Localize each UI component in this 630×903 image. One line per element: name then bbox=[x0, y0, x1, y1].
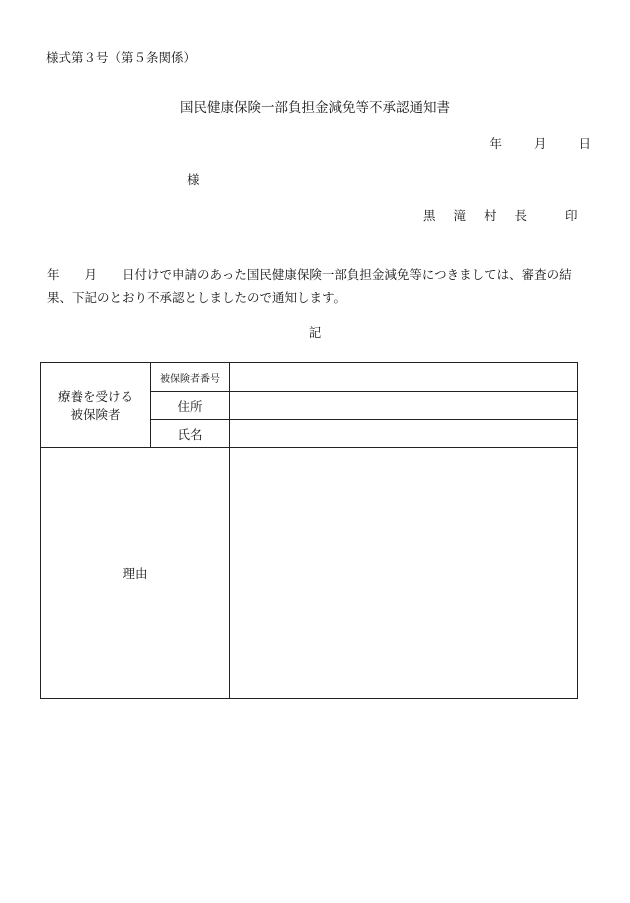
reason-label: 理由 bbox=[41, 448, 230, 699]
notice-body-text: 年 月 日付けで申請のあった国民健康保険一部負担金減免等につきましては、審査の結果、下記のとおり不承認としましたので通知します。 bbox=[47, 267, 572, 305]
insured-label-line1: 療養を受ける bbox=[57, 389, 133, 404]
insured-number-field[interactable] bbox=[230, 363, 578, 392]
table-row-number bbox=[41, 363, 578, 392]
form-number: 様式第３号（第５条関係） bbox=[46, 50, 197, 65]
reason-field[interactable] bbox=[230, 448, 578, 699]
insured-label-line2: 被保険者 bbox=[70, 407, 121, 422]
date-line bbox=[489, 134, 591, 152]
name-field[interactable] bbox=[230, 420, 578, 448]
record-table bbox=[40, 362, 578, 699]
addressee-suffix: 様 bbox=[187, 172, 200, 187]
document-title: 国民健康保険一部負担金減免等不承認通知書 bbox=[180, 100, 450, 116]
address-label: 住所 bbox=[151, 392, 230, 420]
date-year: 年 bbox=[489, 136, 502, 151]
issuer-char-1: 黒 bbox=[423, 208, 436, 223]
seal-mark: 印 bbox=[565, 208, 578, 223]
issuer-char-4: 長 bbox=[514, 208, 528, 223]
issuer-char-2: 滝 bbox=[453, 208, 467, 223]
address-field[interactable] bbox=[230, 392, 578, 420]
date-month: 月 bbox=[533, 136, 547, 151]
table-row-reason bbox=[41, 448, 578, 699]
name-label: 氏名 bbox=[151, 420, 230, 448]
ki-label: 記 bbox=[308, 325, 322, 340]
issuer-char-3: 村 bbox=[484, 208, 497, 223]
issuer-line bbox=[423, 206, 578, 224]
date-day: 日 bbox=[578, 136, 591, 151]
insured-label-cell bbox=[41, 363, 151, 448]
insured-number-label: 被保険者番号 bbox=[151, 363, 230, 392]
